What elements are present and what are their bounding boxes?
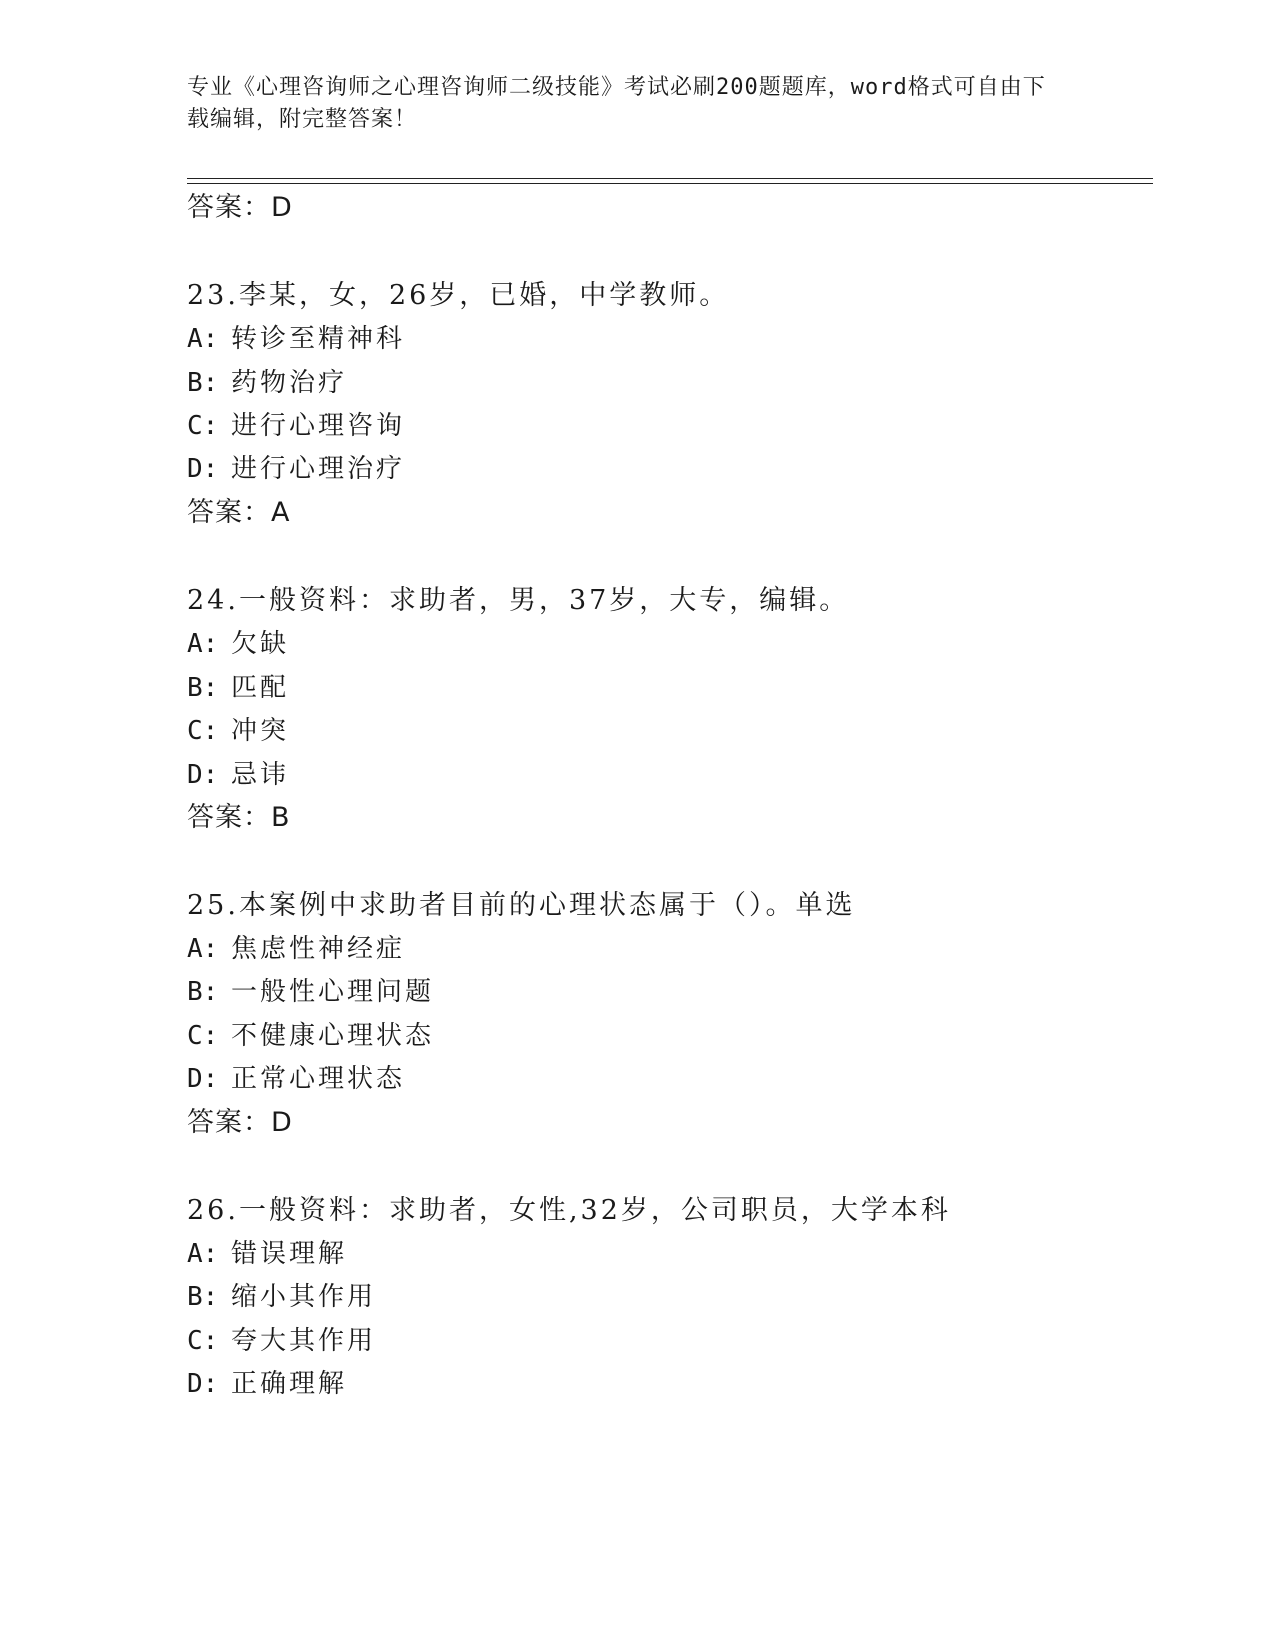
option-text: 转诊至精神科: [231, 324, 406, 354]
option-text: 夸大其作用: [231, 1326, 377, 1356]
option-d: [187, 452, 405, 486]
option-d: [187, 758, 289, 792]
option-letter: B:: [187, 1282, 219, 1312]
option-letter: C:: [187, 1021, 219, 1051]
option-c: [187, 1324, 376, 1358]
option-b: [187, 671, 289, 705]
option-text: 欠缺: [231, 629, 290, 659]
option-text: 一般性心理问题: [231, 977, 435, 1007]
option-a: [187, 1237, 347, 1271]
header-divider-bottom: [187, 183, 1153, 184]
option-letter: C:: [187, 411, 219, 441]
option-text: 药物治疗: [231, 368, 348, 398]
option-letter: A:: [187, 934, 219, 964]
option-letter: A:: [187, 324, 219, 354]
previous-answer: 答案：D: [187, 192, 293, 223]
option-letter: D:: [187, 454, 219, 484]
option-c: [187, 409, 405, 443]
option-a: [187, 627, 289, 661]
option-letter: B:: [187, 977, 219, 1007]
option-c: [187, 1019, 434, 1053]
option-c: [187, 714, 289, 748]
option-b: [187, 366, 347, 400]
option-a: [187, 322, 405, 356]
option-d: [187, 1367, 347, 1401]
question-stem: 24.一般资料：求助者，男，37岁，大专，编辑。: [187, 585, 850, 616]
option-b: [187, 1280, 376, 1314]
option-letter: A:: [187, 629, 219, 659]
option-text: 进行心理治疗: [231, 454, 406, 484]
option-letter: D:: [187, 1064, 219, 1094]
answer-line: 答案：A: [187, 497, 291, 528]
option-letter: B:: [187, 368, 219, 398]
option-text: 冲突: [231, 716, 290, 746]
option-letter: B:: [187, 673, 219, 703]
option-text: 缩小其作用: [231, 1282, 377, 1312]
option-text: 正确理解: [231, 1369, 348, 1399]
option-text: 正常心理状态: [231, 1064, 406, 1094]
document-header: 专业《心理咨询师之心理咨询师二级技能》考试必刷200题题库，word格式可自由下载编辑，附完整答案！: [187, 75, 1046, 132]
option-text: 忌讳: [231, 760, 290, 790]
option-letter: C:: [187, 716, 219, 746]
header-divider-top: [187, 178, 1153, 179]
question-stem: 26.一般资料：求助者，女性,32岁，公司职员，大学本科: [187, 1195, 951, 1226]
answer-line: 答案：D: [187, 1107, 293, 1138]
option-text: 焦虑性神经症: [231, 934, 406, 964]
option-letter: D:: [187, 1369, 219, 1399]
option-text: 不健康心理状态: [231, 1021, 435, 1051]
option-a: [187, 932, 405, 966]
option-text: 进行心理咨询: [231, 411, 406, 441]
option-text: 错误理解: [231, 1239, 348, 1269]
option-b: [187, 975, 434, 1009]
question-stem: 23.李某，女，26岁，已婚，中学教师。: [187, 280, 730, 311]
question-stem: 25.本案例中求助者目前的心理状态属于（）。单选: [187, 890, 856, 921]
option-d: [187, 1062, 405, 1096]
option-letter: D:: [187, 760, 219, 790]
option-letter: C:: [187, 1326, 219, 1356]
answer-line: 答案：B: [187, 802, 291, 833]
option-text: 匹配: [231, 673, 290, 703]
option-letter: A:: [187, 1239, 219, 1269]
